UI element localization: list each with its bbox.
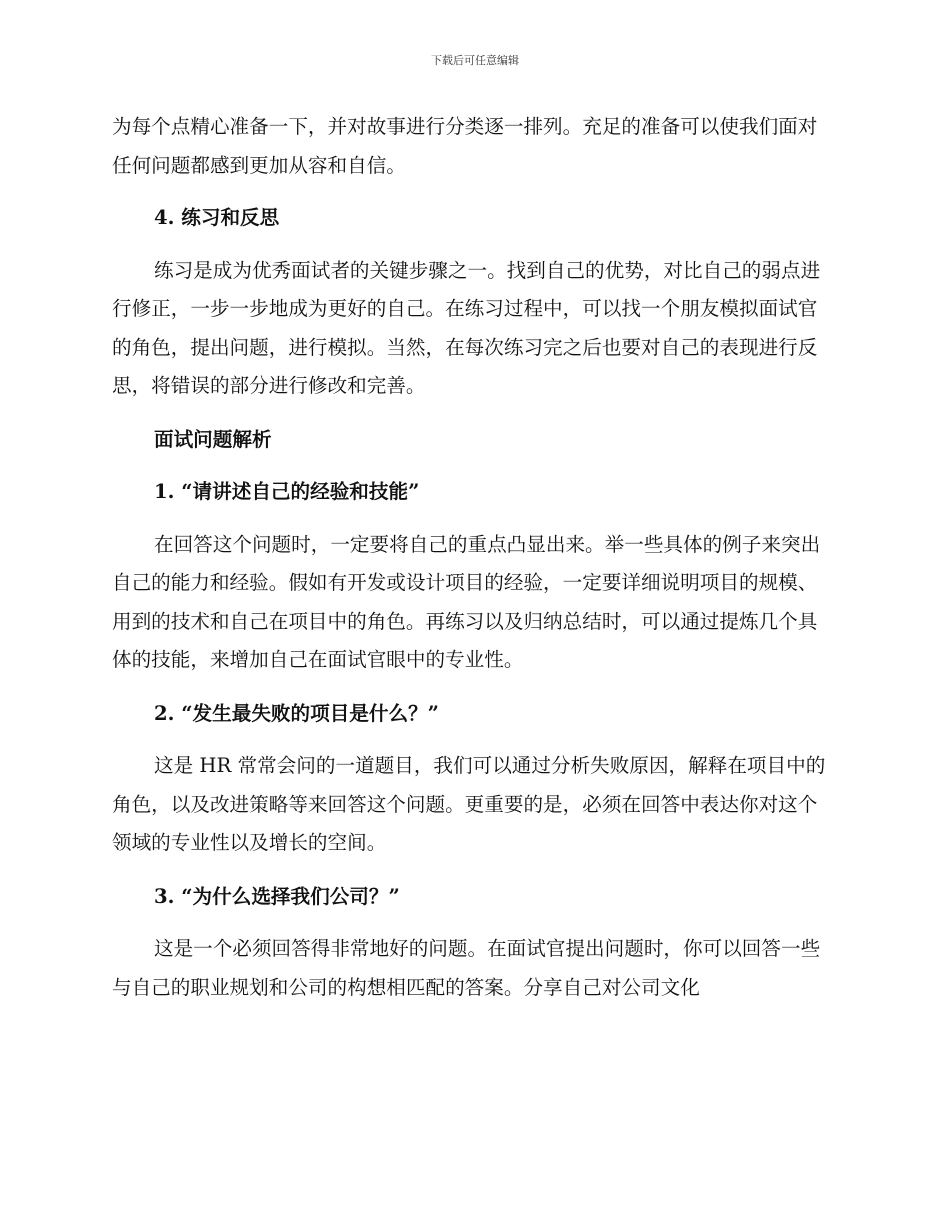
question-heading: 1. “请讲述自己的经验和技能” bbox=[154, 480, 420, 503]
paragraph: 这是一个必须回答得非常地好的问题。在面试官提出问题时，你可以回答一些与自己的职业规划和公司的构想相匹配的答案。分享自己对公司文化 bbox=[112, 937, 821, 999]
page-header: 下载后可任意编辑 bbox=[431, 54, 519, 67]
section-heading: 4. 练习和反思 bbox=[154, 206, 280, 229]
paragraph: 在回答这个问题时，一定要将自己的重点凸显出来。举一些具体的例子来突出自己的能力和经验。假如有开发或设计项目的经验，一定要详细说明项目的规模、用到的技术和自己在项目中的角色。再练习以及归纳总结时，可以通过提炼几个具体的技能，来增加自己在面试官眼中的专业性。 bbox=[112, 532, 821, 671]
question-heading: 2. “发生最失败的项目是什么？” bbox=[154, 701, 439, 725]
question-heading: 3. “为什么选择我们公司？” bbox=[154, 884, 400, 908]
paragraph: 这是 HR 常常会问的一道题目，我们可以通过分析失败原因，解释在项目中的角色，以及改进策略等来回答这个问题。更重要的是，必须在回答中表达你对这个领域的专业性以及增长的空间。 bbox=[112, 754, 826, 854]
paragraph: 练习是成为优秀面试者的关键步骤之一。找到自己的优势，对比自己的弱点进行修正，一步一步地成为更好的自己。在练习过程中，可以找一个朋友模拟面试官的角色，提出问题，进行模拟。当然，在每次练习完之后也要对自己的表现进行反思，将错误的部分进行修改和完善。 bbox=[112, 258, 821, 397]
document-body bbox=[112, 108, 830, 1007]
section-heading: 面试问题解析 bbox=[154, 427, 272, 451]
paragraph: 为每个点精心准备一下，并对故事进行分类逐一排列。充足的准备可以使我们面对任何问题都感到更加从容和自信。 bbox=[112, 115, 818, 177]
